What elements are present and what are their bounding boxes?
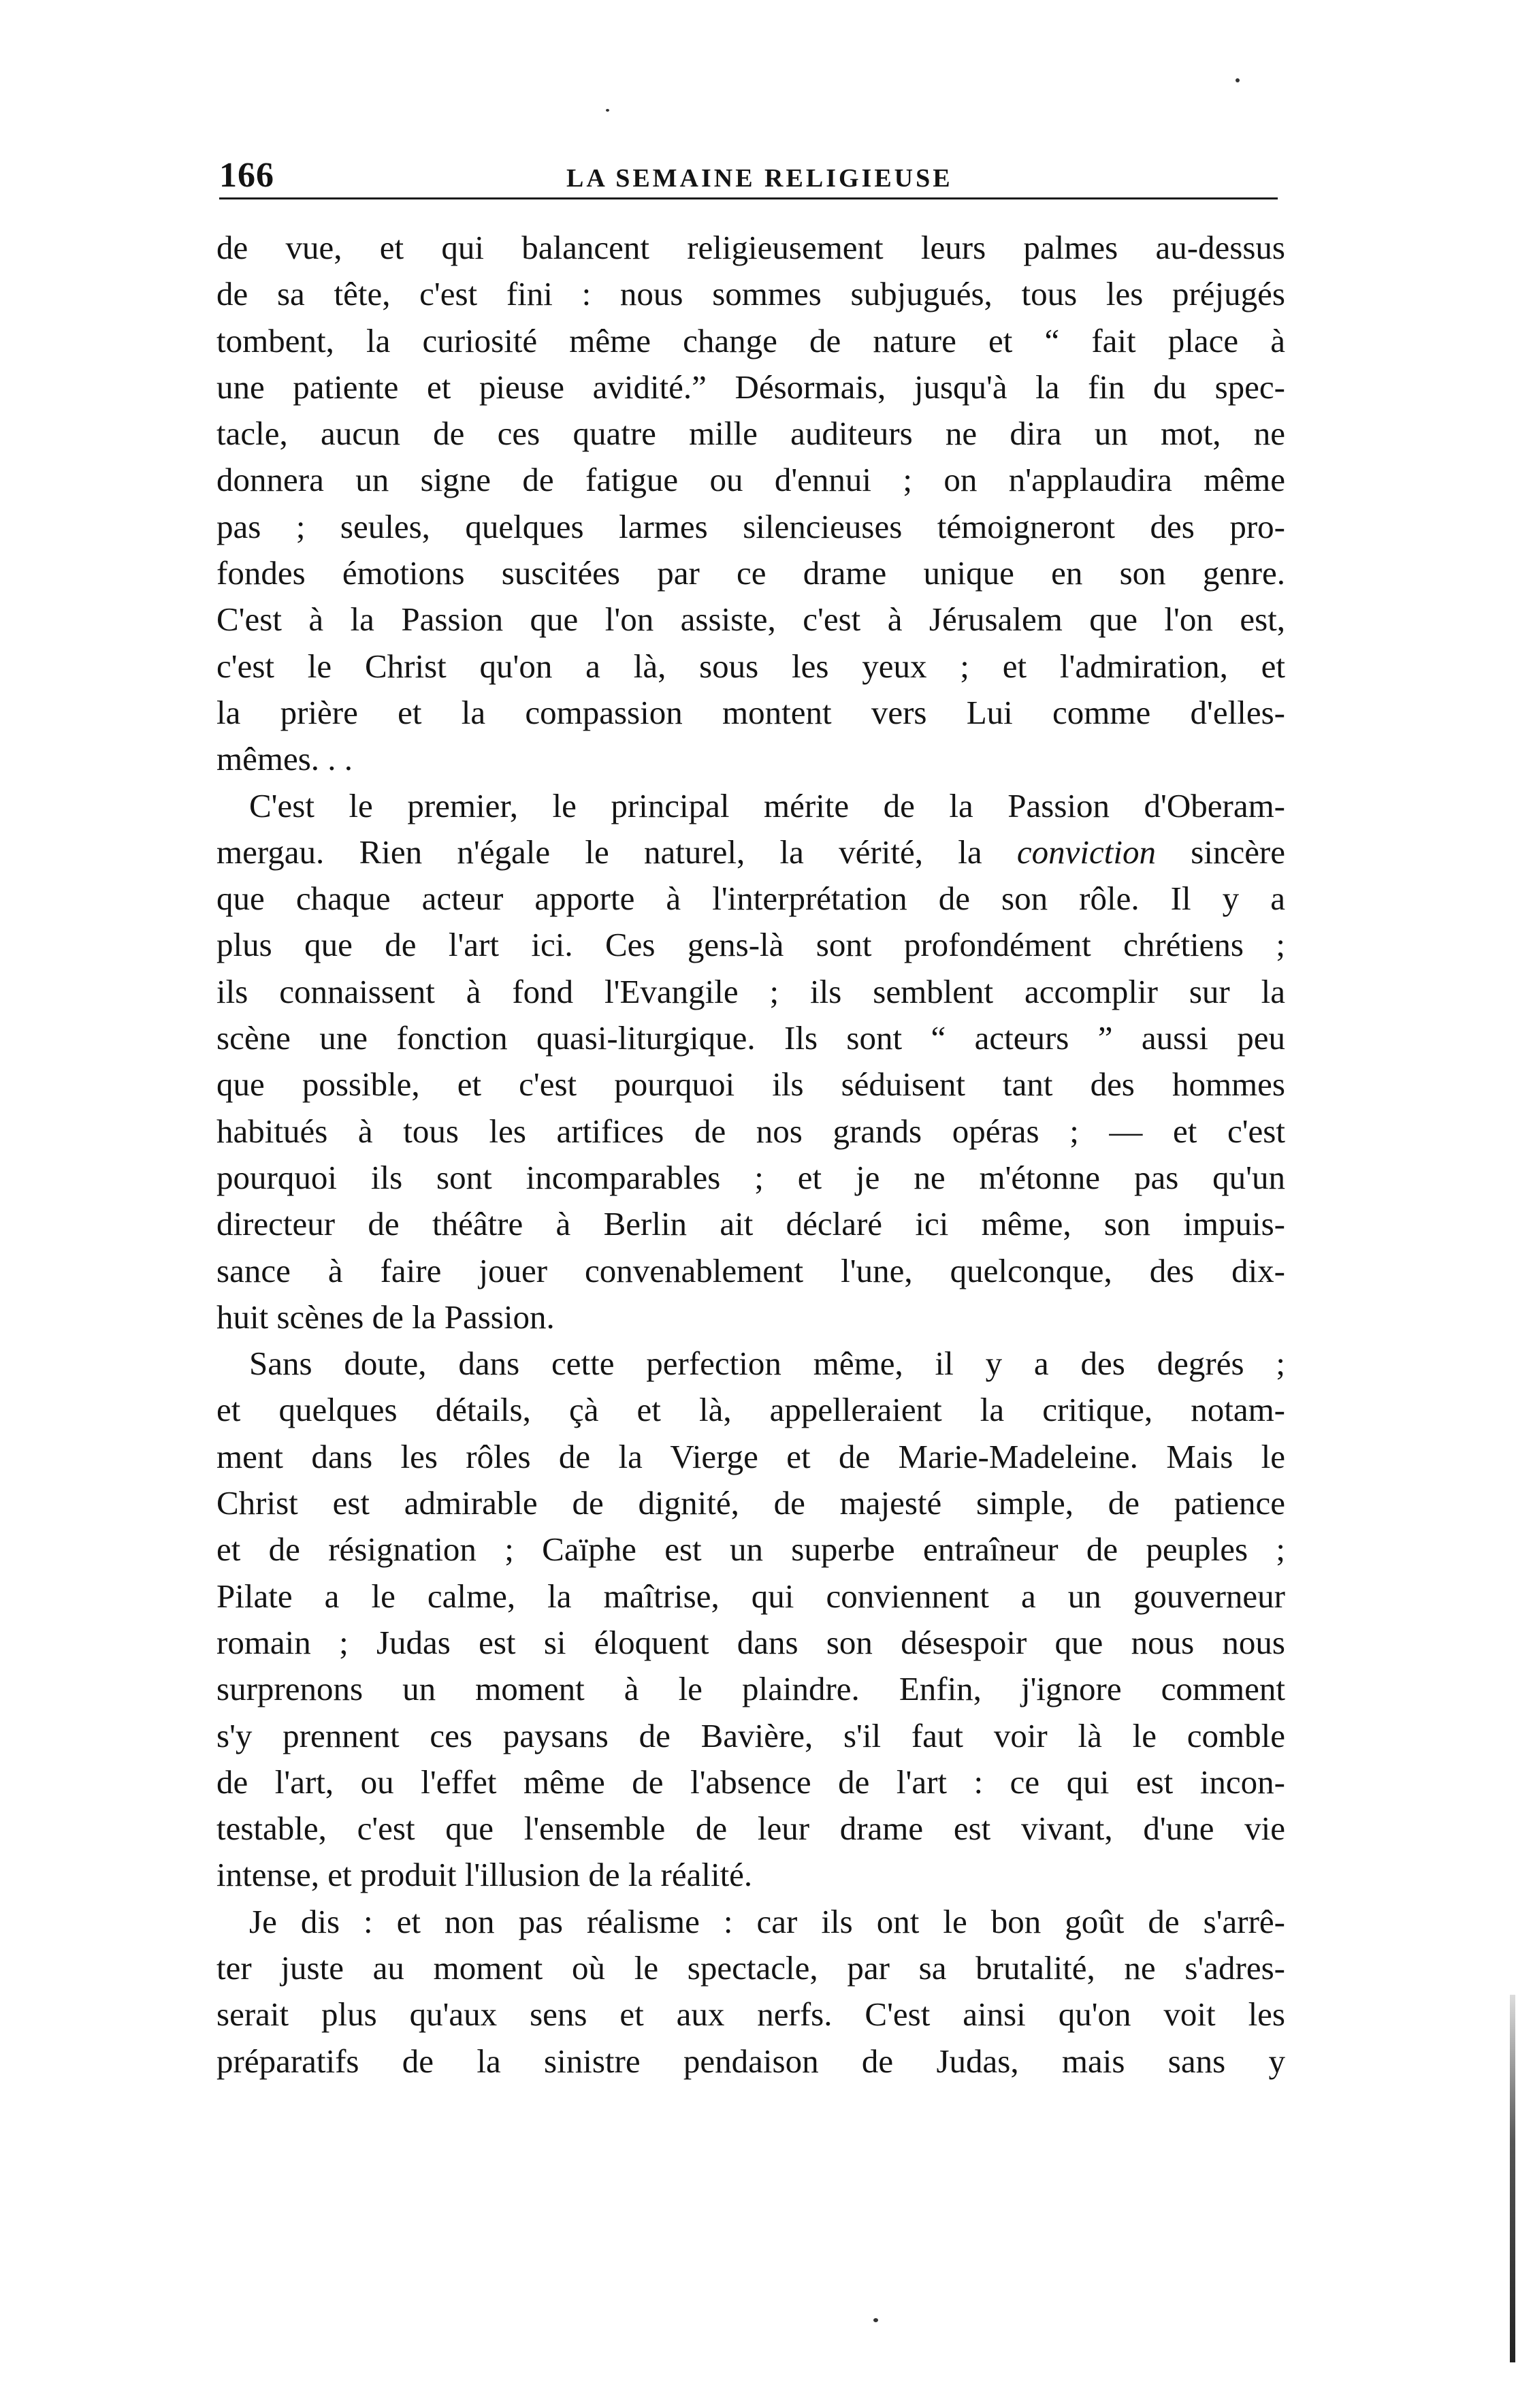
text-line: huit scènes de la Passion.: [216, 1298, 555, 1336]
text-line: pas ; seules, quelques larmes silencieuses témoigneront des pro-: [216, 507, 1285, 545]
text-line: Christ est admirable de dignité, de majesté simple, de patience: [216, 1484, 1285, 1522]
text-line: et de résignation ; Caïphe est un superbe entraîneur de peuples ;: [216, 1530, 1285, 1569]
text-line: romain ; Judas est si éloquent dans son désespoir que nous nous: [216, 1623, 1285, 1661]
page-edge-shadow: [1510, 1995, 1515, 2362]
text-line: la prière et la compassion montent vers Lui comme d'elles-: [216, 693, 1285, 731]
text-line: de l'art, ou l'effet même de l'absence de l'art : ce qui est incon-: [216, 1763, 1285, 1801]
text-line: directeur de théâtre à Berlin ait déclaré ici même, son impuis-: [216, 1205, 1285, 1243]
text-line: Pilate a le calme, la maîtrise, qui conviennent a un gouverneur: [216, 1577, 1285, 1615]
text-line: mêmes. . .: [216, 740, 353, 778]
text-line: de vue, et qui balancent religieusement leurs palmes au-dessus: [216, 229, 1285, 266]
scan-speck: [606, 109, 609, 112]
page-header: [219, 155, 1295, 203]
text-line: Sans doute, dans cette perfection même, il y a des degrés ;: [249, 1345, 1285, 1383]
text-line: tacle, aucun de ces quatre mille auditeurs ne dira un mot, ne: [216, 415, 1285, 453]
text-line: que chaque acteur apporte à l'interprétation de son rôle. Il y a: [216, 880, 1285, 918]
text-line: fondes émotions suscitées par ce drame unique en son genre.: [216, 554, 1285, 592]
text-line: c'est le Christ qu'on a là, sous les yeux ; et l'admiration, et: [216, 647, 1285, 685]
text-line: serait plus qu'aux sens et aux nerfs. C'est ainsi qu'on voit les: [216, 1995, 1285, 2034]
text-line: C'est le premier, le principal mérite de la Passion d'Oberam-: [249, 786, 1285, 824]
text-line: tombent, la curiosité même change de nature et “ fait place à: [216, 321, 1285, 359]
text-line: de sa tête, c'est fini : nous sommes subjugués, tous les préjugés: [216, 275, 1285, 313]
text-line: intense, et produit l'illusion de la réalité.: [216, 1856, 753, 1894]
text-fragment: mergau. Rien n'égale le naturel, la vérité, la: [216, 833, 1017, 871]
text-line: et quelques détails, çà et là, appelleraient la critique, notam-: [216, 1391, 1285, 1429]
paragraph-2: [216, 783, 1285, 1341]
text-line: ter juste au moment où le spectacle, par sa brutalité, ne s'adres-: [216, 1948, 1285, 1987]
text-line: plus que de l'art ici. Ces gens-là sont profondément chrétiens ;: [216, 926, 1285, 964]
text-line: s'y prennent ces paysans de Bavière, s'il faut voir là le comble: [216, 1716, 1285, 1754]
text-line-with-italic: [216, 829, 1285, 876]
scan-speck: [1236, 78, 1240, 82]
page-number: 166: [219, 156, 274, 195]
italic-word: conviction: [1016, 833, 1156, 871]
paragraph-1: [216, 225, 1285, 783]
running-title: LA SEMAINE RELIGIEUSE: [566, 164, 953, 193]
scan-speck: [873, 2318, 878, 2322]
text-line: C'est à la Passion que l'on assiste, c'est à Jérusalem que l'on est,: [216, 600, 1285, 639]
text-line: sance à faire jouer convenablement l'une, quelconque, des dix-: [216, 1251, 1285, 1289]
text-line: pourquoi ils sont incomparables ; et je ne m'étonne pas qu'un: [216, 1158, 1285, 1196]
text-line: Je dis : et non pas réalisme : car ils ont le bon goût de s'arrê-: [249, 1902, 1285, 1940]
text-line: que possible, et c'est pourquoi ils séduisent tant des hommes: [216, 1065, 1285, 1104]
text-line: habitués à tous les artifices de nos grands opéras ; — et c'est: [216, 1112, 1285, 1150]
text-line: ils connaissent à fond l'Evangile ; ils semblent accomplir sur la: [216, 972, 1285, 1010]
text-line: scène une fonction quasi-liturgique. Ils sont “ acteurs ” aussi peu: [216, 1019, 1285, 1057]
text-line: ment dans les rôles de la Vierge et de Marie-Madeleine. Mais le: [216, 1437, 1285, 1475]
text-line: préparatifs de la sinistre pendaison de Judas, mais sans y: [216, 2042, 1285, 2080]
text-line: donnera un signe de fatigue ou d'ennui ; on n'applaudira même: [216, 461, 1285, 499]
paragraph-3: [216, 1341, 1285, 1899]
text-line: testable, c'est que l'ensemble de leur drame est vivant, d'une vie: [216, 1810, 1285, 1848]
text-line: surprenons un moment à le plaindre. Enfin, j'ignore comment: [216, 1670, 1285, 1708]
text-fragment: sincère: [1155, 833, 1286, 871]
header-rule: [219, 197, 1278, 199]
text-line: une patiente et pieuse avidité.” Désormais, jusqu'à la fin du spec-: [216, 368, 1285, 406]
body-text: [216, 225, 1285, 2085]
paragraph-4: [216, 1899, 1285, 2085]
